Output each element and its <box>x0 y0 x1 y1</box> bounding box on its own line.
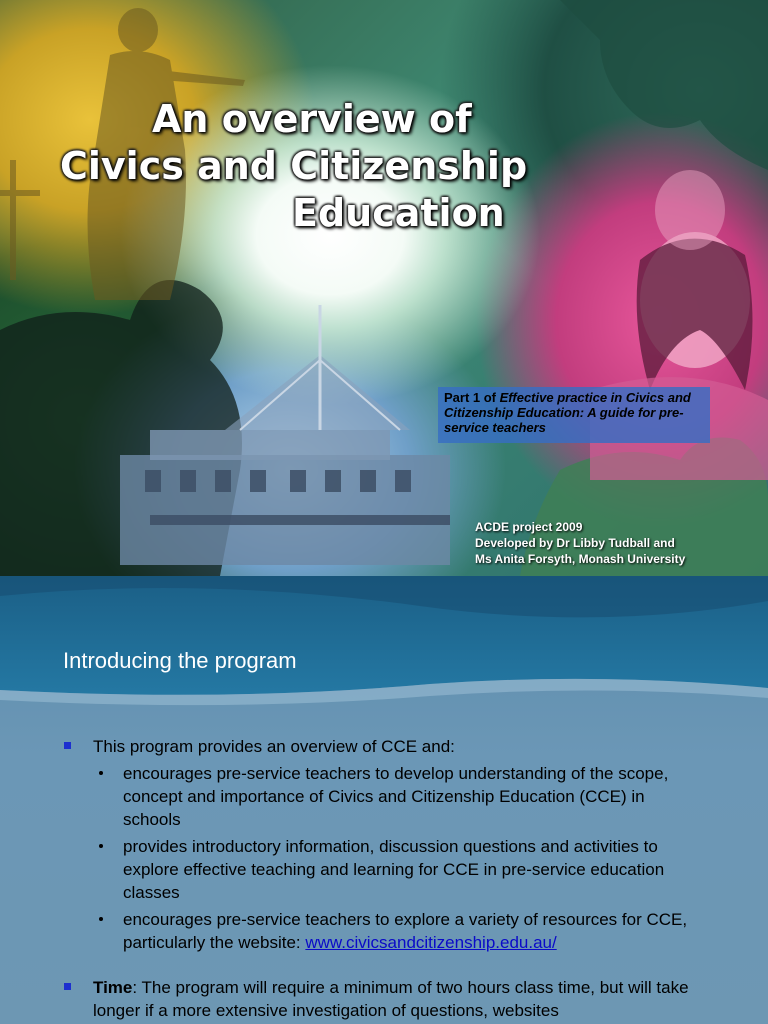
title-line-3: Education <box>292 191 505 235</box>
dot-bullet-icon <box>99 844 103 848</box>
credit-line-2: Developed by Dr Libby Tudball and <box>475 536 675 550</box>
bullet-time <box>62 976 722 1022</box>
credits <box>475 519 685 567</box>
square-bullet-icon <box>64 742 71 749</box>
credit-line-1: ACDE project 2009 <box>475 520 583 534</box>
part-info-box <box>438 387 710 443</box>
sub-bullet-1-text: encourages pre-service teachers to develop understanding of the scope, concept and importance of Civics and Citizenship Education (CCE) in schools <box>123 764 669 829</box>
bullet-overview <box>62 735 722 758</box>
title-line-2: Civics and Citizenship <box>60 144 528 188</box>
square-bullet-icon <box>64 983 71 990</box>
bullet-overview-text: This program provides an overview of CCE and: <box>93 737 455 756</box>
bullet-time-text: Time: The program will require a minimum of two hours class time, but will take longer if a more extensive investigation of questions, websites <box>93 978 689 1020</box>
website-link[interactable]: www.civicsandcitizenship.edu.au/ <box>305 933 557 952</box>
sub-bullet-3-text: encourages pre-service teachers to explore a variety of resources for CCE, particularly the website: www.civicsandcitizenship.edu.au/ <box>123 910 688 952</box>
dot-bullet-icon <box>99 771 103 775</box>
sub-bullet-1 <box>62 762 722 831</box>
sub-bullet-2 <box>62 835 722 904</box>
part-prefix: Part 1 of <box>444 390 500 405</box>
title-line-1: An overview of <box>152 97 472 141</box>
intro-slide <box>0 576 768 1024</box>
time-label: Time <box>93 978 133 997</box>
slide-heading: Introducing the program <box>63 648 297 673</box>
bullet-list <box>62 735 722 1022</box>
credit-line-3: Ms Anita Forsyth, Monash University <box>475 552 686 566</box>
sub-bullet-2-text: provides introductory information, discussion questions and activities to explore effective teaching and learning for CCE in pre-service education classes <box>123 837 665 902</box>
sub-bullet-3 <box>62 908 722 954</box>
part-guide-title: Effective practice in Civics and Citizenship Education: A guide for pre-service teachers <box>444 390 691 435</box>
dot-bullet-icon <box>99 917 103 921</box>
